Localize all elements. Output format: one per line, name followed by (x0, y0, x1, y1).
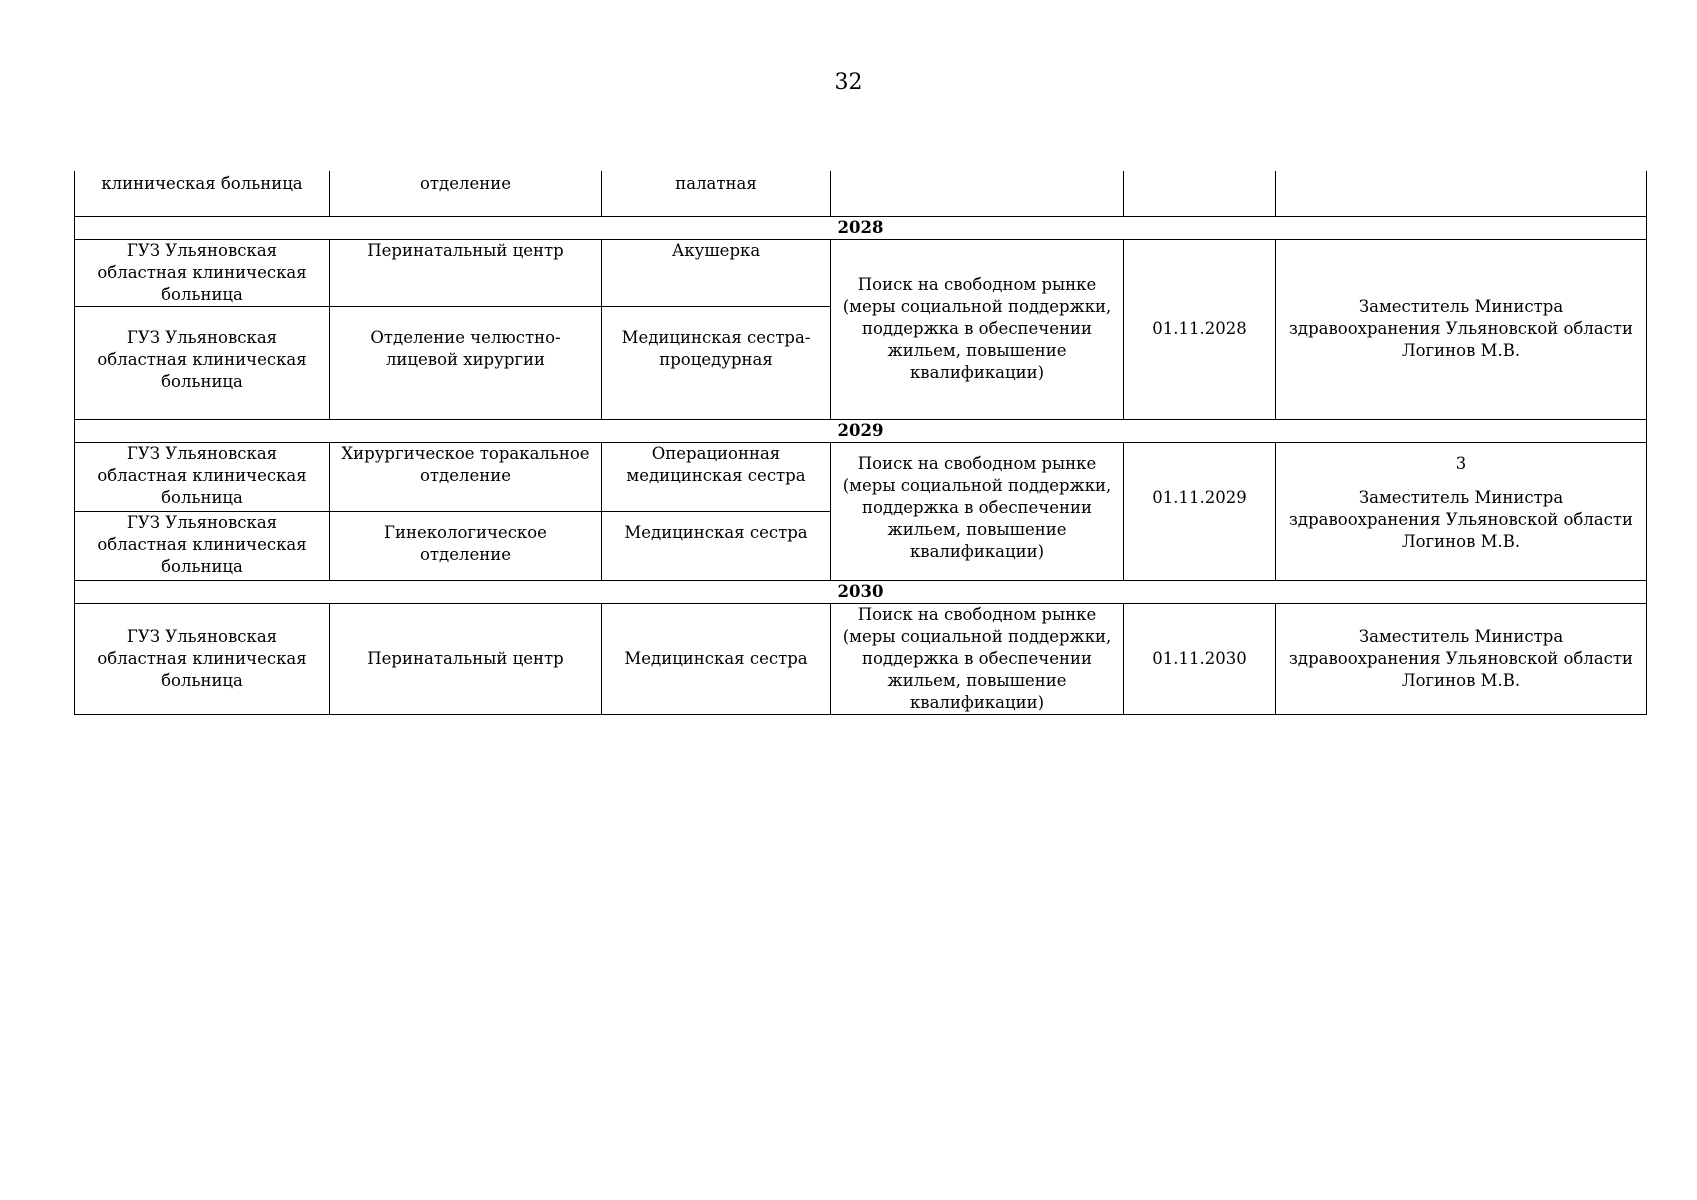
org-cell: ГУЗ Ульяновская областная клиническая больница (75, 306, 330, 419)
org-cell: клиническая больница (75, 171, 330, 216)
position-cell: Медицинская сестра-процедурная (602, 306, 831, 419)
position-cell: Операционная медицинская сестра (602, 442, 831, 511)
responsible-cell (1276, 442, 1647, 580)
department-cell: Гинекологическое отделение (330, 511, 602, 580)
staffing-plan-table (74, 171, 1647, 715)
position-cell: Медицинская сестра (602, 511, 831, 580)
responsible-cell: Заместитель Министра здравоохранения Ульяновской области Логинов М.В. (1276, 603, 1647, 714)
position-cell: Акушерка (602, 239, 831, 306)
department-cell: Хирургическое торакальное отделение (330, 442, 602, 511)
page-number: 32 (834, 70, 863, 95)
measures-cell (831, 171, 1124, 216)
date-cell: 01.11.2028 (1124, 239, 1276, 419)
date-cell: 01.11.2029 (1124, 442, 1276, 580)
responsible-cell: Заместитель Министра здравоохранения Ульяновской области Логинов М.В. (1276, 239, 1647, 419)
department-cell: отделение (330, 171, 602, 216)
year-heading: 2029 (75, 419, 1647, 442)
table-row (75, 442, 1647, 511)
year-heading: 2028 (75, 216, 1647, 239)
org-cell: ГУЗ Ульяновская областная клиническая больница (75, 239, 330, 306)
year-row (75, 580, 1647, 603)
responsible-cell (1276, 171, 1647, 216)
department-cell: Перинатальный центр (330, 239, 602, 306)
table-row (75, 239, 1647, 306)
org-cell: ГУЗ Ульяновская областная клиническая больница (75, 511, 330, 580)
org-cell: ГУЗ Ульяновская областная клиническая больница (75, 442, 330, 511)
measures-cell: Поиск на свободном рынке (меры социальной поддержки, поддержка в обеспечении жильем, повышение квалификации) (831, 603, 1124, 714)
measures-cell: Поиск на свободном рынке (меры социальной поддержки, поддержка в обеспечении жильем, повышение квалификации) (831, 442, 1124, 580)
position-cell: Медицинская сестра (602, 603, 831, 714)
org-cell: ГУЗ Ульяновская областная клиническая больница (75, 603, 330, 714)
date-cell (1124, 171, 1276, 216)
date-cell: 01.11.2030 (1124, 603, 1276, 714)
responsible-text: Заместитель Министра здравоохранения Ульяновской области Логинов М.В. (1288, 487, 1634, 551)
year-heading: 2030 (75, 580, 1647, 603)
table-row (75, 603, 1647, 714)
responsible-note: 3 (1455, 453, 1467, 473)
department-cell: Перинатальный центр (330, 603, 602, 714)
measures-cell: Поиск на свободном рынке (меры социальной поддержки, поддержка в обеспечении жильем, повышение квалификации) (831, 239, 1124, 419)
year-row (75, 216, 1647, 239)
department-cell: Отделение челюстно-лицевой хирургии (330, 306, 602, 419)
position-cell: палатная (602, 171, 831, 216)
table-row (75, 171, 1647, 216)
year-row (75, 419, 1647, 442)
